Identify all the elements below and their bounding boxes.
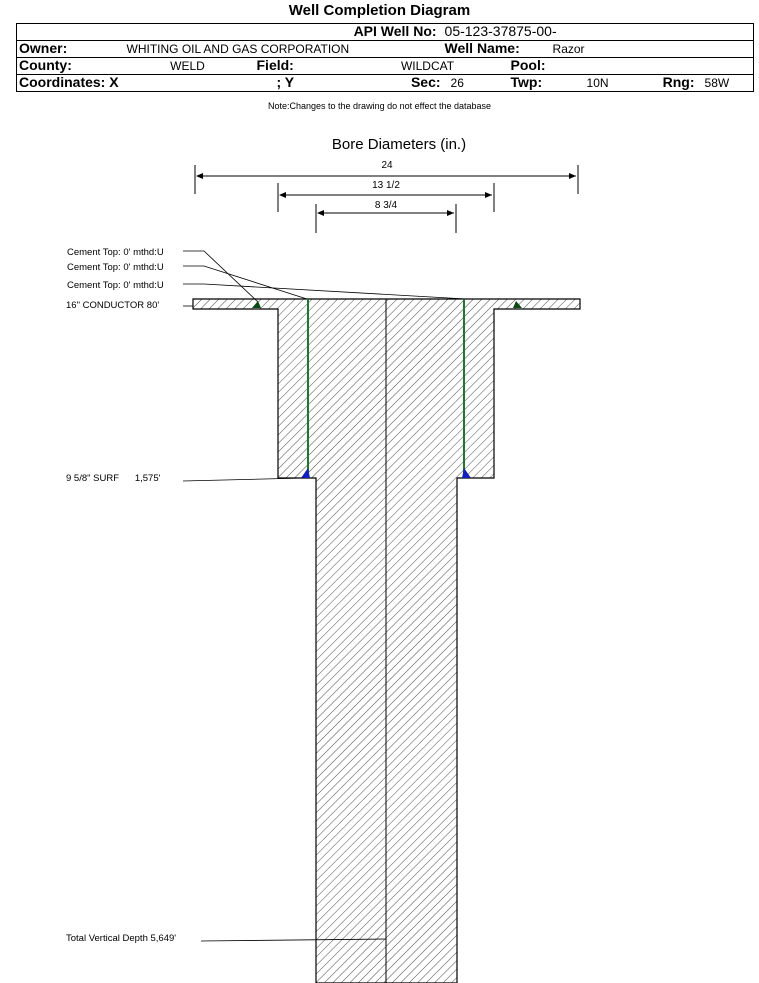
- diagram-title: Well Completion Diagram: [288, 2, 471, 19]
- coord-y-label: ; Y: [276, 74, 295, 90]
- conductor-label: 16" CONDUCTOR 80': [66, 300, 160, 311]
- rng-value: 58W: [704, 75, 730, 90]
- sec-label: Sec:: [410, 74, 441, 90]
- dimension-8-3-4: [316, 200, 456, 233]
- county-value: WELD: [170, 58, 205, 73]
- database-note: Note:Changes to the drawing do not effect the database: [268, 101, 491, 111]
- cement-top-label-1: Cement Top: 0' mthd:U: [67, 247, 164, 258]
- twp-label: Twp:: [510, 74, 543, 90]
- cement-top-label-2: Cement Top: 0' mthd:U: [67, 262, 164, 273]
- field-value: WILDCAT: [400, 58, 455, 73]
- twp-value: 10N: [586, 75, 609, 90]
- well-name-label: Well Name:: [444, 40, 520, 56]
- cement-top-1-leader: [183, 251, 258, 302]
- tvd-label: Total Vertical Depth 5,649': [66, 933, 177, 944]
- sec-value: 26: [450, 75, 464, 90]
- pool-label: Pool:: [510, 57, 546, 73]
- county-label: County:: [19, 57, 72, 73]
- dimension-label-13-1-2: 13 1/2: [372, 180, 400, 191]
- surface-leader: [183, 478, 304, 481]
- bore-diameters-title: Bore Diameters (in.): [331, 136, 467, 153]
- owner-label: Owner:: [19, 40, 68, 56]
- api-value: 05-123-37875-00-: [444, 23, 557, 39]
- rng-label: Rng:: [662, 74, 695, 90]
- dimension-label-24: 24: [381, 160, 393, 171]
- cement-top-2-leader: [183, 266, 307, 299]
- cement-top-label-3: Cement Top: 0' mthd:U: [67, 280, 164, 291]
- well-name-value: Razor: [552, 41, 585, 56]
- owner-value: WHITING OIL AND GAS CORPORATION: [126, 41, 350, 56]
- dimension-label-8-3-4: 8 3/4: [374, 200, 398, 211]
- cement-top-3-leader: [183, 284, 466, 299]
- field-label: Field:: [256, 57, 294, 73]
- coord-x-label: Coordinates: X: [19, 74, 119, 90]
- surface-casing-label: 9 5/8" SURF 1,575': [66, 473, 161, 484]
- api-label: API Well No:: [353, 23, 437, 39]
